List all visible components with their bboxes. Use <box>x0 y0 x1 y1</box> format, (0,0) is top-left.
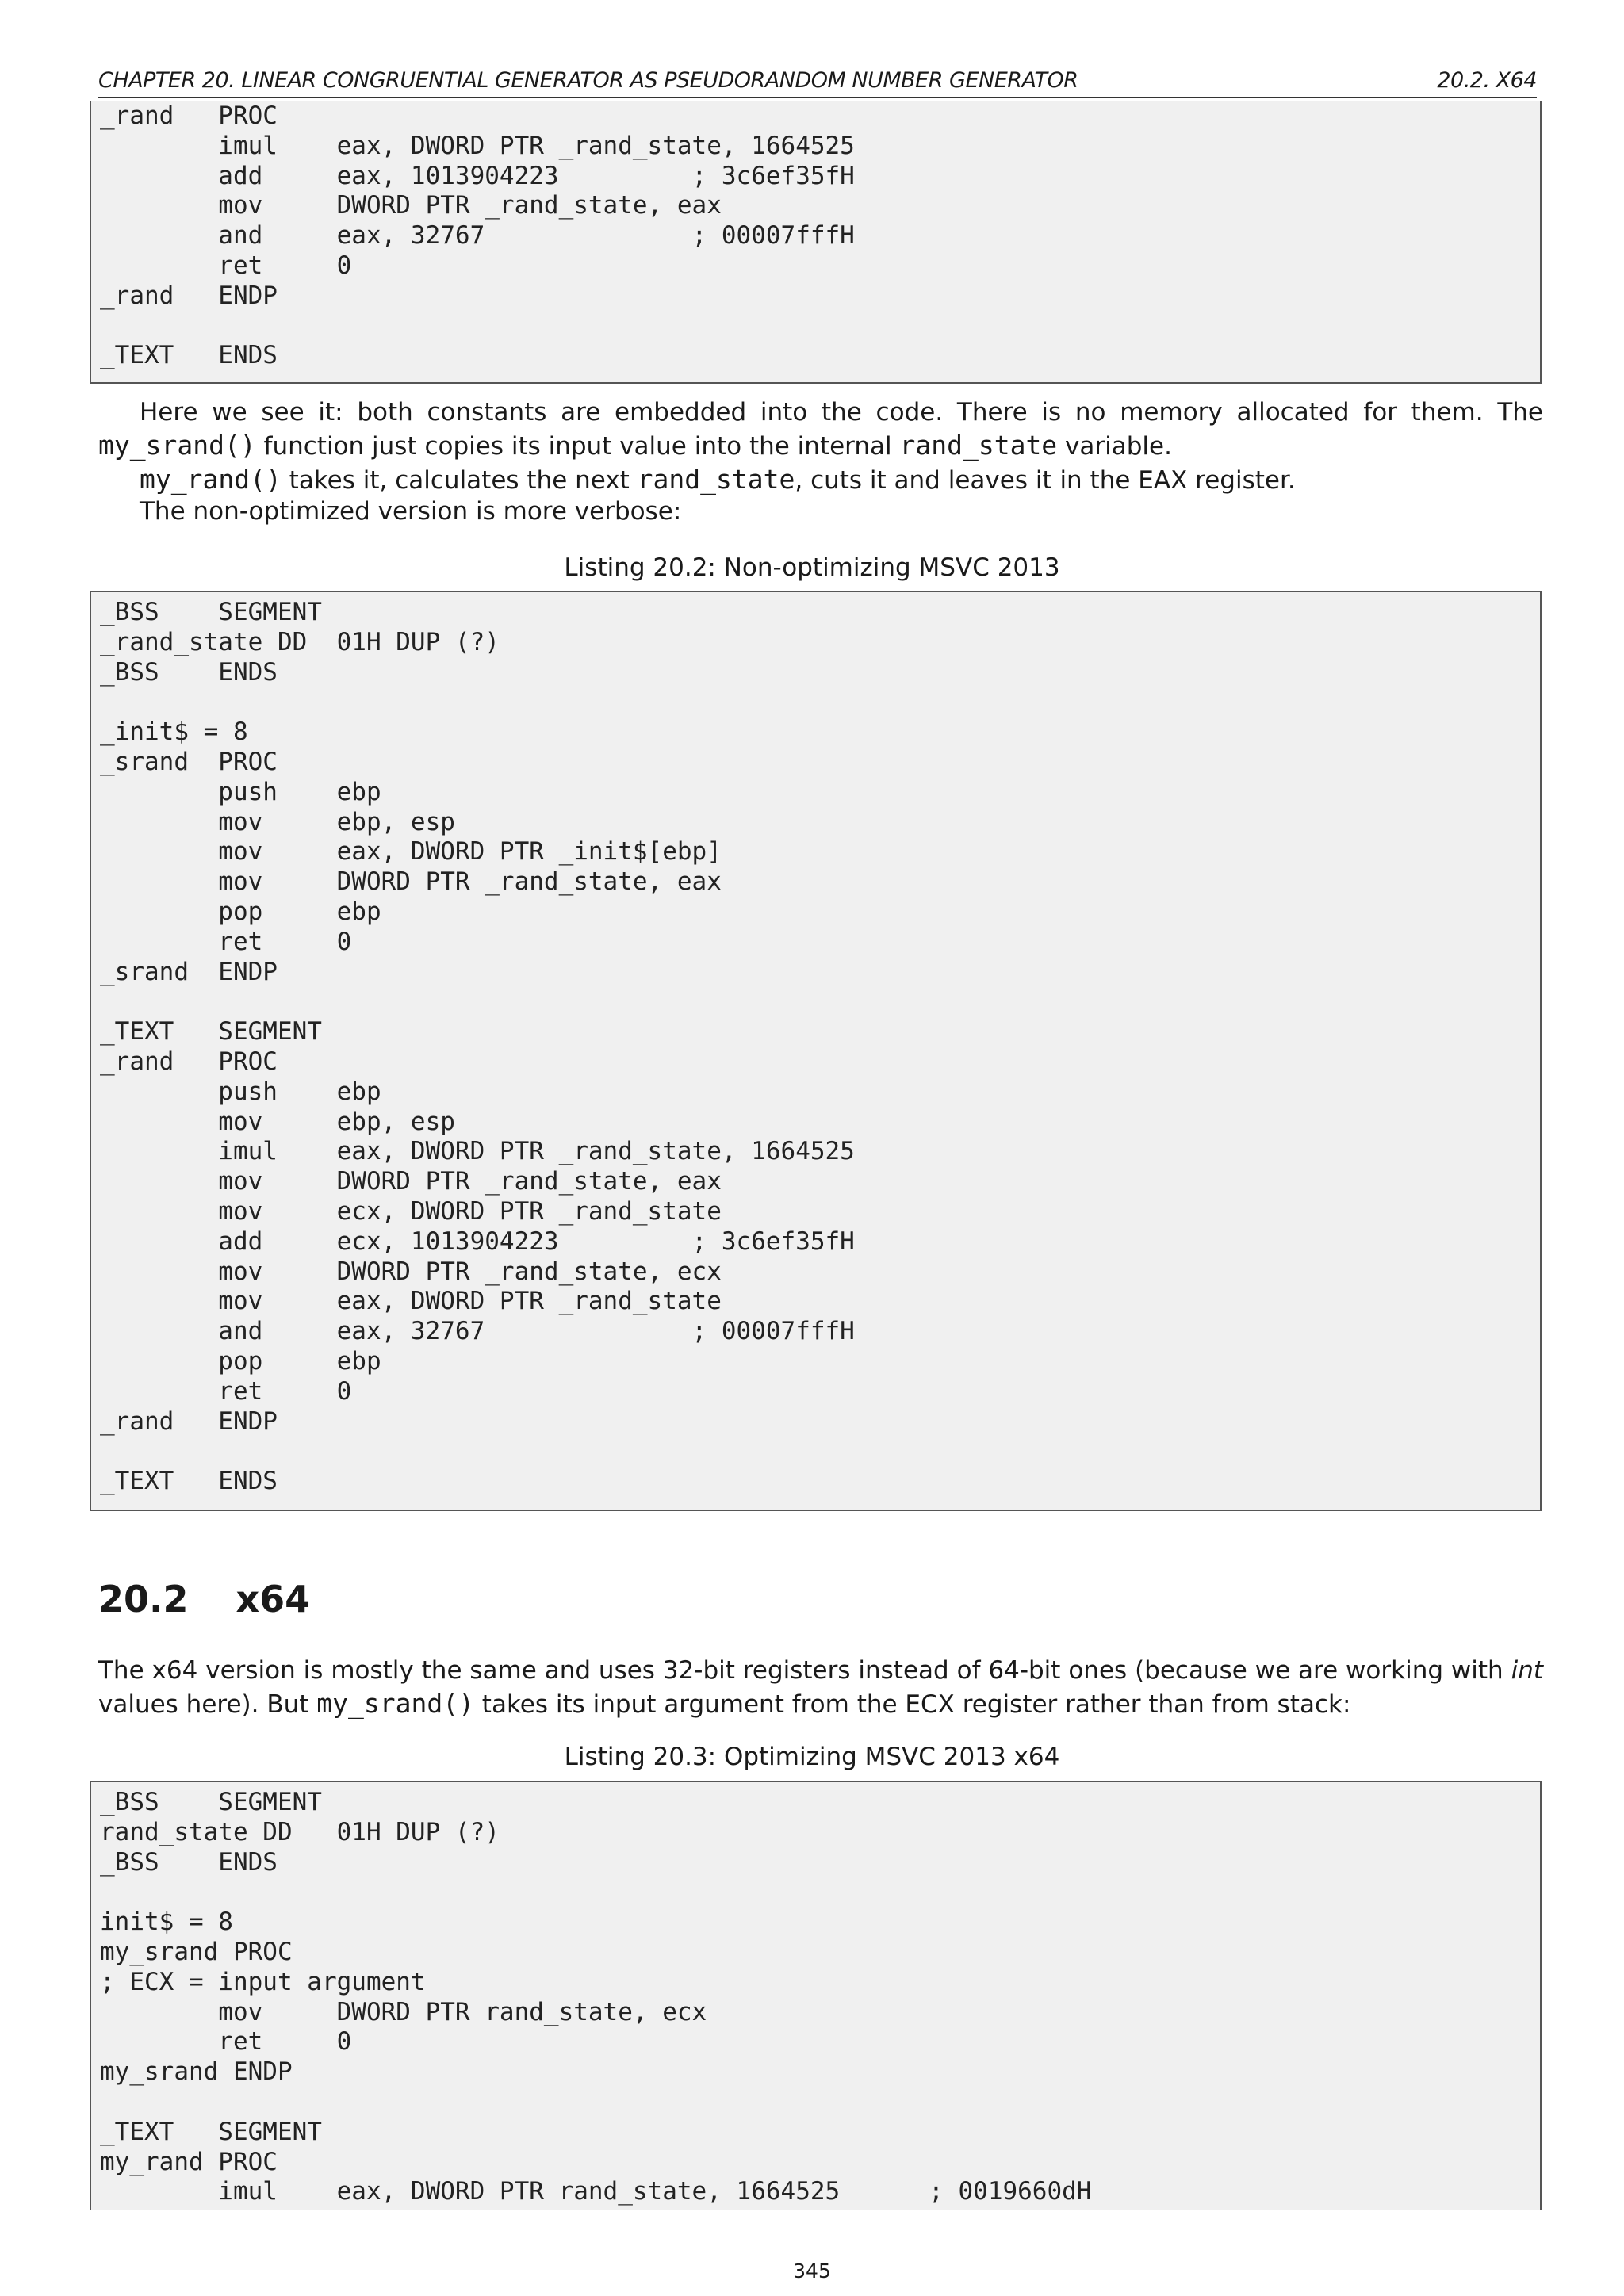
section-title: x64 <box>236 1578 311 1621</box>
code-line: imul eax, DWORD PTR _rand_state, 1664525 <box>100 1137 855 1166</box>
code-line: _TEXT ENDS <box>100 1467 278 1496</box>
code-line: push ebp <box>100 777 381 806</box>
code-line: _rand ENDP <box>100 1406 278 1436</box>
code-line: mov DWORD PTR _rand_state, eax <box>100 867 722 897</box>
code-line: mov ebp, esp <box>100 1107 455 1136</box>
code-inline: rand_state <box>899 430 1058 461</box>
page-number: 345 <box>793 2260 831 2283</box>
text-italic: int <box>1511 1656 1543 1685</box>
code-line: ret 0 <box>100 927 352 956</box>
code-line <box>100 987 1540 1017</box>
code-line: pop ebp <box>100 897 381 926</box>
code-listing-2 <box>90 591 1542 1511</box>
code-line: imul eax, DWORD PTR rand_state, 1664525 ; 0019660dH <box>100 2177 1092 2206</box>
code-line: _TEXT ENDS <box>100 341 278 370</box>
listing-caption: Listing 20.2: Non-optimizing MSVC 2013 <box>564 553 1060 582</box>
code-inline: my_srand() <box>98 430 256 461</box>
code-line: mov DWORD PTR _rand_state, eax <box>100 1167 722 1196</box>
text: takes it, calculates the next <box>281 466 638 495</box>
code-line <box>100 687 1540 718</box>
paragraph-2 <box>98 463 1543 497</box>
code-line: my_srand PROC <box>100 1937 293 1966</box>
code-block <box>91 1782 1540 2207</box>
code-inline: my_srand() <box>316 1688 474 1719</box>
code-line: push ebp <box>100 1077 381 1106</box>
section-heading <box>98 1578 310 1621</box>
text: Here we see it: both constants are embedded into the code. There is no memory allocated for them. The <box>140 398 1543 427</box>
paragraph-1 <box>98 396 1543 463</box>
code-line: _TEXT SEGMENT <box>100 1017 322 1047</box>
code-line: _TEXT SEGMENT <box>100 2117 322 2146</box>
code-line: mov DWORD PTR _rand_state, ecx <box>100 1257 722 1286</box>
code-line: _init$ = 8 <box>100 718 248 747</box>
code-line: my_srand ENDP <box>100 2057 293 2087</box>
code-line: _srand PROC <box>100 747 278 776</box>
code-line: add ecx, 1013904223 ; 3c6ef35fH <box>100 1226 855 1256</box>
paragraph-4 <box>98 1655 1543 1721</box>
code-line: ret 0 <box>100 251 352 280</box>
code-line: _BSS ENDS <box>100 1847 278 1877</box>
code-line: mov eax, DWORD PTR _init$[ebp] <box>100 837 722 867</box>
code-block <box>91 592 1540 1497</box>
code-line: rand_state DD 01H DUP (?) <box>100 1817 500 1846</box>
code-block <box>91 101 1540 371</box>
code-line: mov ecx, DWORD PTR _rand_state <box>100 1196 722 1226</box>
section-number: 20.2 <box>98 1578 189 1621</box>
code-line: mov DWORD PTR _rand_state, eax <box>100 191 722 220</box>
code-listing-3 <box>90 1781 1542 2210</box>
code-listing-top <box>90 101 1542 384</box>
paragraph-3 <box>98 496 1543 528</box>
listing-caption: Listing 20.3: Optimizing MSVC 2013 x64 <box>564 1743 1060 1771</box>
chapter-title: CHAPTER 20. LINEAR CONGRUENTIAL GENERATOR AS PSEUDORANDOM NUMBER GENERATOR <box>98 68 1078 93</box>
code-line: mov eax, DWORD PTR _rand_state <box>100 1287 722 1316</box>
code-line: mov DWORD PTR rand_state, ecx <box>100 1997 707 2026</box>
code-line: mov ebp, esp <box>100 807 455 836</box>
code-line: _BSS SEGMENT <box>100 598 322 626</box>
code-line: _BSS ENDS <box>100 657 278 687</box>
text: The x64 version is mostly the same and uses 32-bit registers instead of 64-bit ones (because we are working with <box>98 1656 1511 1685</box>
code-inline: my_rand() <box>140 464 282 495</box>
code-line: ret 0 <box>100 1376 352 1406</box>
code-line: and eax, 32767 ; 00007fffH <box>100 1317 855 1346</box>
code-line: _rand PROC <box>100 1047 278 1076</box>
section-ref: 20.2. X64 <box>1437 68 1537 93</box>
text: function just copies its input value into the internal <box>255 432 900 461</box>
text: variable. <box>1057 432 1172 461</box>
code-line: add eax, 1013904223 ; 3c6ef35fH <box>100 161 855 190</box>
code-line: _rand PROC <box>100 101 278 130</box>
text: The non-optimized version is more verbose: <box>140 497 682 526</box>
code-line: ; ECX = input argument <box>100 1967 426 1996</box>
code-line: pop ebp <box>100 1346 381 1376</box>
text: values here). But <box>98 1690 317 1719</box>
code-line: init$ = 8 <box>100 1908 233 1937</box>
code-inline: rand_state <box>637 464 795 495</box>
code-line: imul eax, DWORD PTR _rand_state, 1664525 <box>100 131 855 160</box>
code-line: _rand_state DD 01H DUP (?) <box>100 627 500 656</box>
code-line: _rand ENDP <box>100 281 278 310</box>
code-line: _srand ENDP <box>100 957 278 986</box>
running-header <box>98 68 1537 98</box>
code-line <box>100 312 1540 342</box>
code-line: ret 0 <box>100 2027 352 2057</box>
code-line <box>100 1437 1540 1467</box>
code-line: and eax, 32767 ; 00007fffH <box>100 221 855 251</box>
code-line <box>100 1877 1540 1908</box>
code-line: my_rand PROC <box>100 2147 278 2176</box>
text: takes its input argument from the ECX register rather than from stack: <box>473 1690 1351 1719</box>
code-line <box>100 2087 1540 2118</box>
text: , cuts it and leaves it in the EAX register. <box>795 466 1296 495</box>
code-line: _BSS SEGMENT <box>100 1788 322 1816</box>
